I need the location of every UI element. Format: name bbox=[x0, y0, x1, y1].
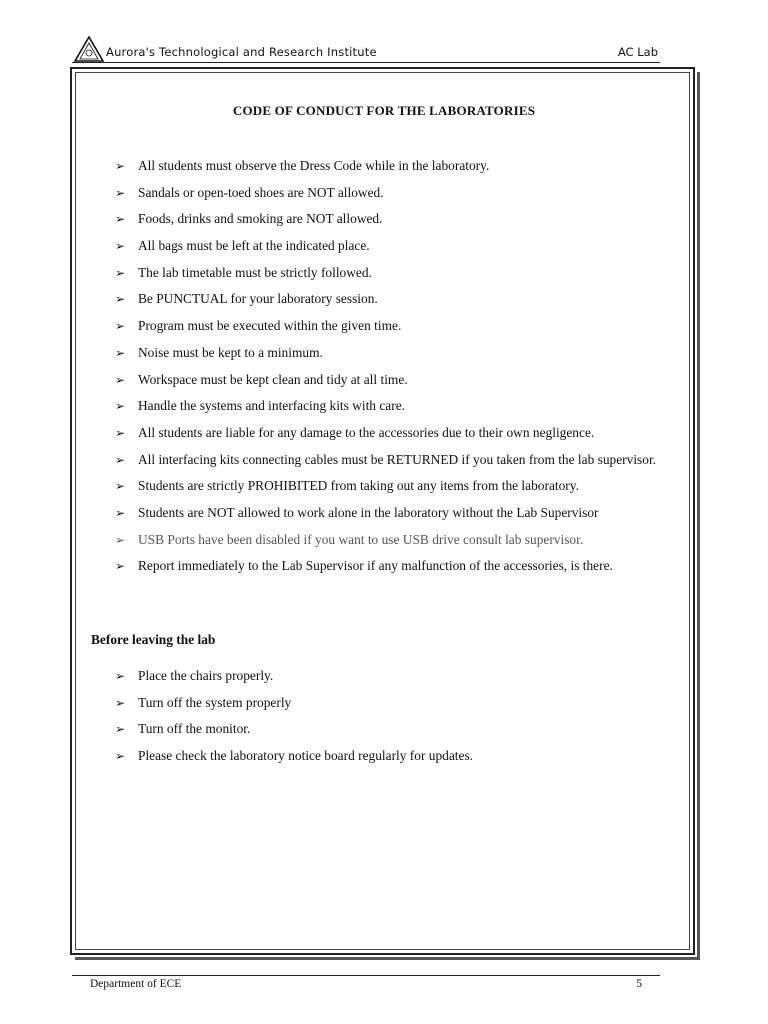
arrow-bullet-icon: ➢ bbox=[115, 399, 126, 414]
page-number: 5 bbox=[636, 978, 642, 990]
list-item-text: All bags must be left at the indicated place. bbox=[138, 238, 370, 254]
leaving-list bbox=[115, 665, 677, 772]
list-item bbox=[115, 745, 677, 767]
list-item-text: Handle the systems and interfacing kits with care. bbox=[138, 398, 405, 414]
list-item-text: Report immediately to the Lab Supervisor if any malfunction of the accessories, is there. bbox=[138, 558, 613, 574]
list-item-text: Noise must be kept to a minimum. bbox=[138, 344, 323, 360]
list-item bbox=[115, 288, 677, 310]
list-item bbox=[115, 555, 677, 577]
arrow-bullet-icon: ➢ bbox=[115, 372, 126, 387]
lab-name: AC Lab bbox=[617, 45, 658, 59]
list-item-text: Sandals or open-toed shoes are NOT allowed. bbox=[138, 184, 384, 200]
list-item bbox=[115, 502, 677, 524]
list-item-text: Students are NOT allowed to work alone in the laboratory without the Lab Supervisor bbox=[138, 504, 599, 520]
page-header bbox=[72, 34, 660, 63]
list-item-text: Be PUNCTUAL for your laboratory session. bbox=[138, 291, 378, 307]
arrow-bullet-icon: ➢ bbox=[115, 185, 126, 200]
arrow-bullet-icon: ➢ bbox=[115, 505, 126, 520]
arrow-bullet-icon: ➢ bbox=[115, 695, 126, 710]
list-item bbox=[115, 692, 677, 714]
arrow-bullet-icon: ➢ bbox=[115, 239, 126, 254]
page-footer bbox=[72, 975, 660, 990]
list-item bbox=[115, 262, 677, 284]
list-item-text: Students are strictly PROHIBITED from taking out any items from the laboratory. bbox=[138, 478, 579, 494]
list-item-text: Please check the laboratory notice board regularly for updates. bbox=[138, 748, 474, 764]
arrow-bullet-icon: ➢ bbox=[115, 212, 126, 227]
institute-name: Aurora's Technological and Research Institute bbox=[106, 45, 377, 59]
list-item bbox=[115, 718, 677, 740]
list-item bbox=[115, 315, 677, 337]
arrow-bullet-icon: ➢ bbox=[115, 345, 126, 360]
arrow-bullet-icon: ➢ bbox=[115, 319, 126, 334]
list-item bbox=[115, 235, 677, 257]
arrow-bullet-icon: ➢ bbox=[115, 265, 126, 280]
list-item bbox=[115, 475, 677, 497]
list-item-text: All students are liable for any damage to the accessories due to their own negligence. bbox=[138, 424, 595, 440]
arrow-bullet-icon: ➢ bbox=[115, 532, 126, 547]
list-item-text: All interfacing kits connecting cables must be RETURNED if you taken from the lab supervisor. bbox=[138, 451, 657, 467]
arrow-bullet-icon: ➢ bbox=[115, 425, 126, 440]
list-item-text: Turn off the monitor. bbox=[138, 721, 251, 737]
arrow-bullet-icon: ➢ bbox=[115, 292, 126, 307]
list-item bbox=[115, 422, 677, 444]
list-item bbox=[115, 182, 677, 204]
list-item-text: Place the chairs properly. bbox=[138, 668, 274, 683]
list-item bbox=[115, 529, 677, 551]
list-item bbox=[115, 369, 677, 391]
list-item-text: USB Ports have been disabled if you want to use USB drive consult lab supervisor. bbox=[138, 531, 584, 547]
list-item bbox=[115, 342, 677, 364]
list-item bbox=[115, 665, 677, 687]
list-item-text: Foods, drinks and smoking are NOT allowed. bbox=[138, 211, 383, 227]
list-item-text: Program must be executed within the given time. bbox=[138, 318, 402, 334]
list-item-text: Turn off the system properly bbox=[138, 694, 292, 710]
list-item-text: Workspace must be kept clean and tidy at all time. bbox=[138, 371, 408, 387]
list-item bbox=[115, 449, 677, 471]
list-item-text: The lab timetable must be strictly followed. bbox=[138, 264, 372, 280]
arrow-bullet-icon: ➢ bbox=[115, 159, 126, 173]
list-item bbox=[115, 155, 677, 177]
list-item bbox=[115, 208, 677, 230]
arrow-bullet-icon: ➢ bbox=[115, 749, 126, 764]
arrow-bullet-icon: ➢ bbox=[115, 479, 126, 494]
arrow-bullet-icon: ➢ bbox=[115, 722, 126, 737]
list-item bbox=[115, 395, 677, 417]
section-heading-leaving: Before leaving the lab bbox=[91, 632, 216, 647]
page-title: CODE OF CONDUCT FOR THE LABORATORIES bbox=[232, 103, 536, 118]
department-label: Department of ECE bbox=[90, 978, 182, 990]
rules-list bbox=[115, 155, 677, 582]
arrow-bullet-icon: ➢ bbox=[115, 669, 126, 683]
list-item-text: All students must observe the Dress Code while in the laboratory. bbox=[138, 158, 490, 173]
institute-logo-icon bbox=[74, 36, 104, 62]
arrow-bullet-icon: ➢ bbox=[115, 452, 126, 467]
arrow-bullet-icon: ➢ bbox=[115, 559, 126, 574]
